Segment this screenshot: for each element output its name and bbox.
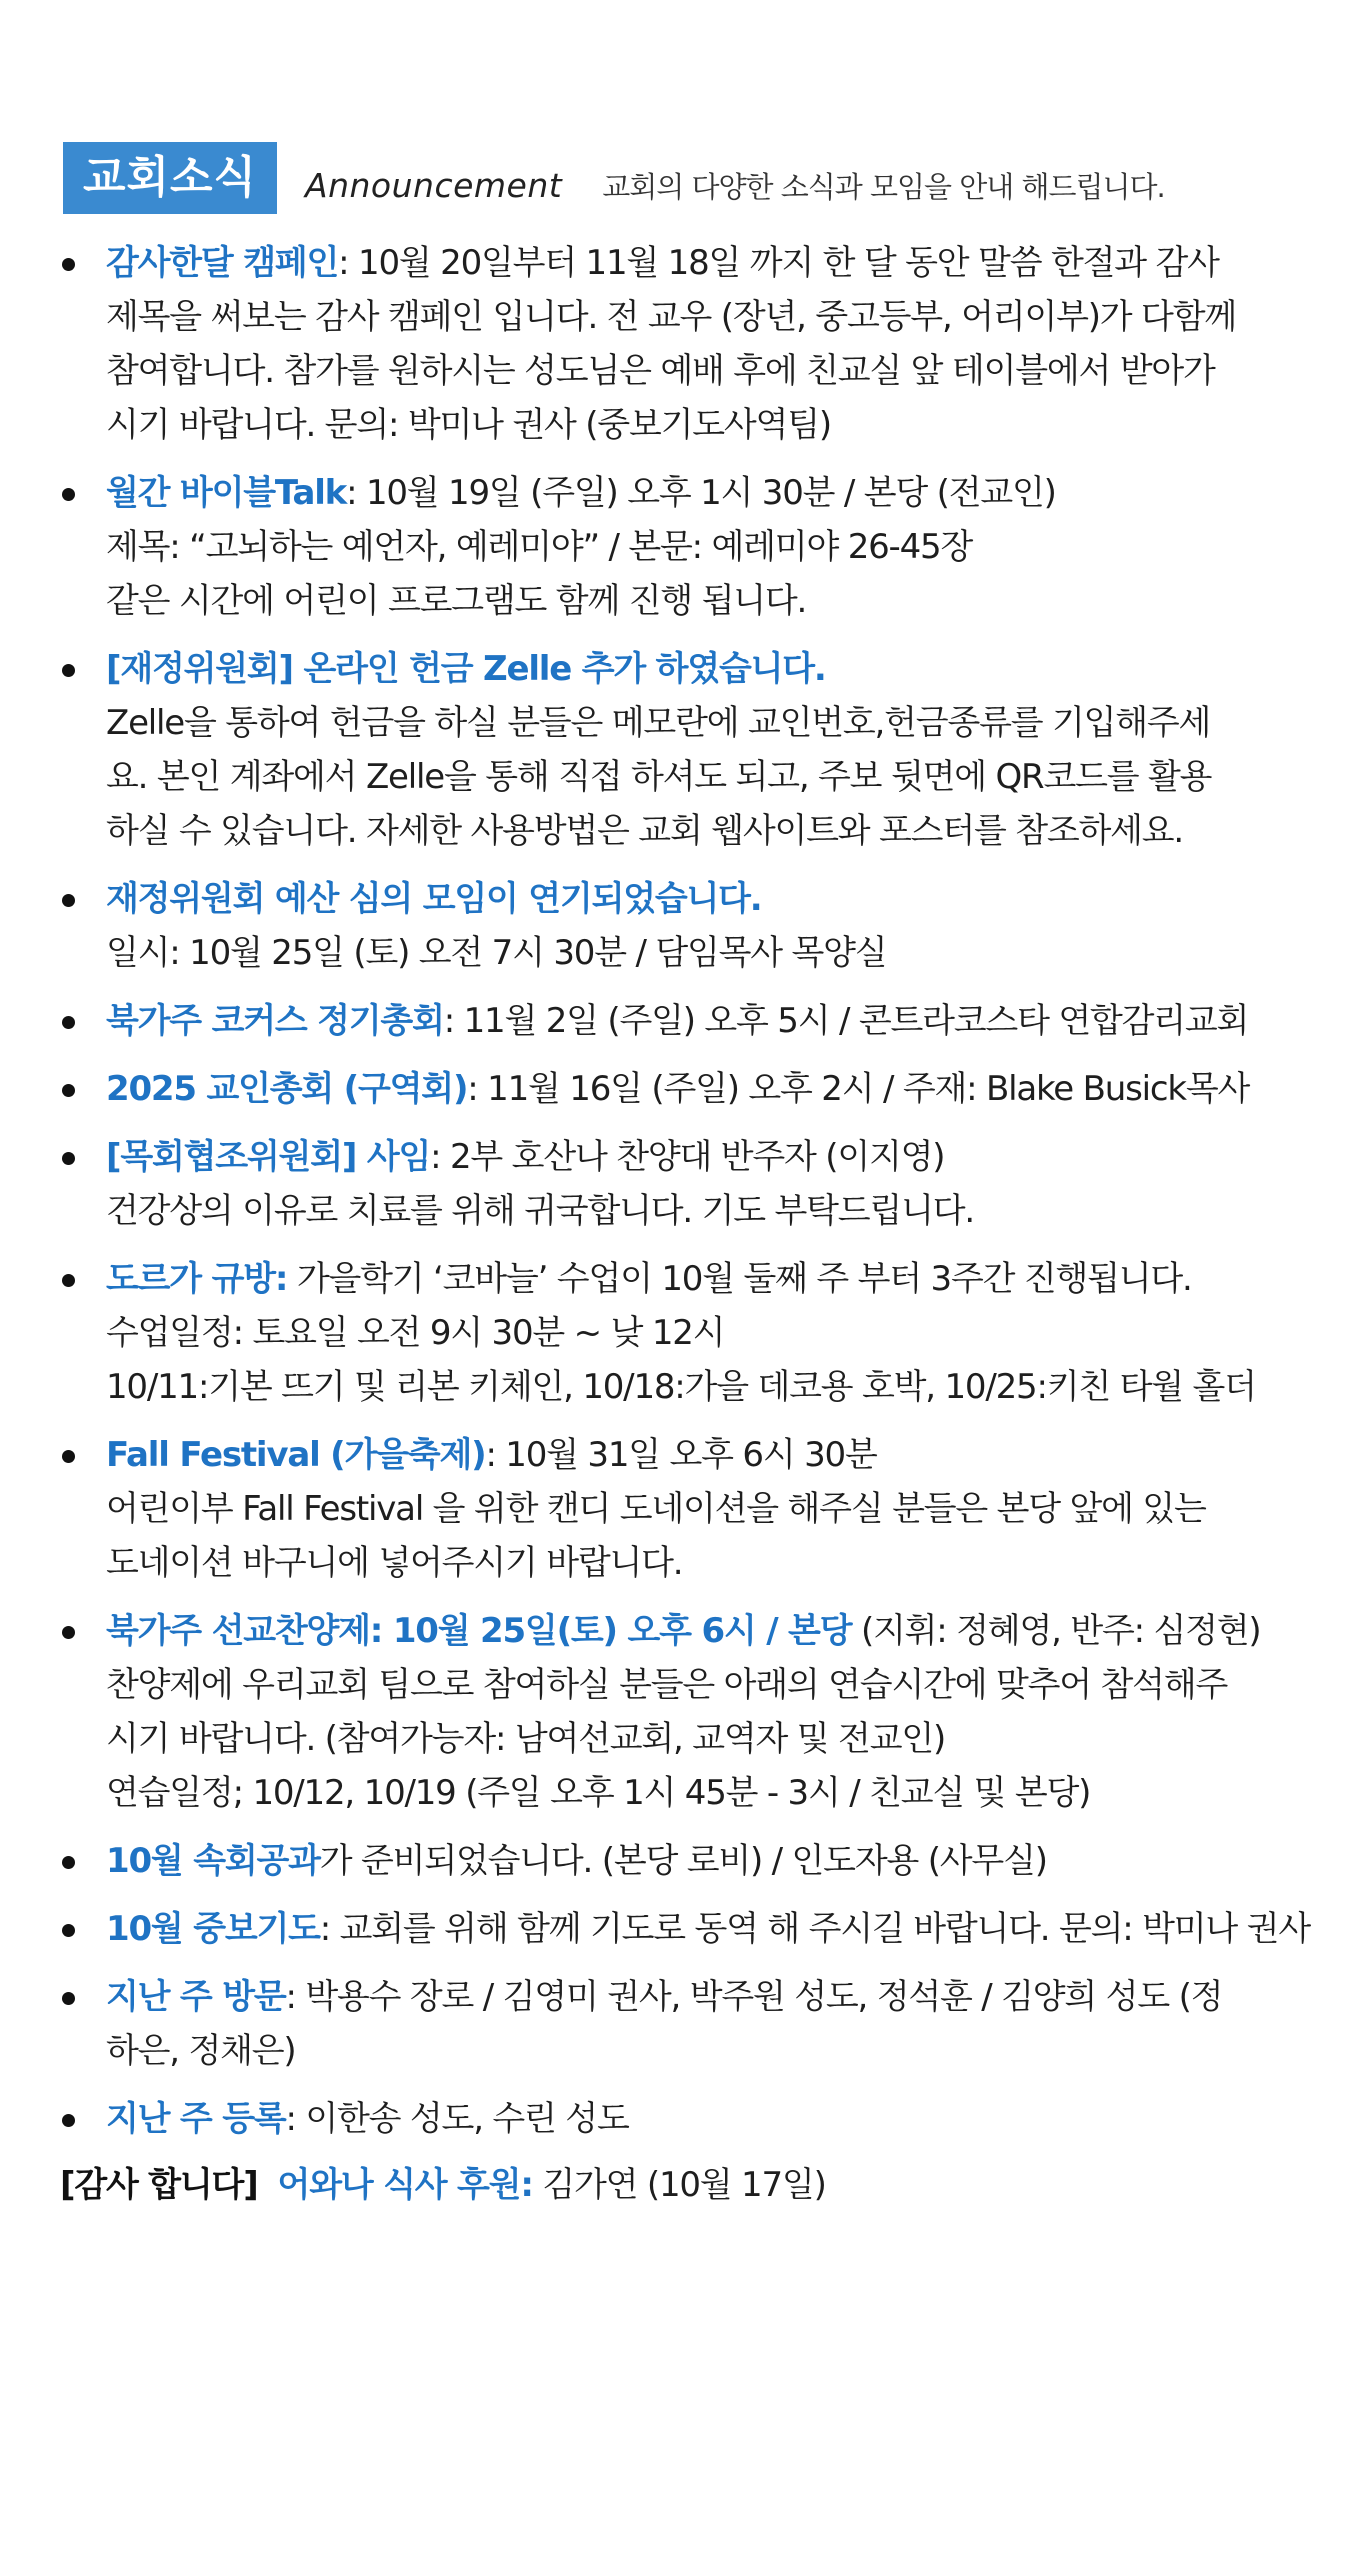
bullet-icon (62, 1016, 75, 1029)
item-text: : 10월 19일 (주일) 오후 1시 30분 / 본당 (전교인) (346, 473, 1056, 513)
item-text: : 10월 31일 오후 6시 30분 (485, 1435, 877, 1475)
item-line: 하실 수 있습니다. 자세한 사용방법은 교회 웹사이트와 포스터를 참조하세요. (106, 811, 1184, 851)
bullet-icon (62, 1450, 75, 1463)
bullet-icon (62, 664, 75, 677)
item-line: 도네이션 바구니에 넣어주시기 바랍니다. (106, 1543, 683, 1583)
bullet-icon (62, 258, 75, 271)
item-title: 도르가 규방: (106, 1259, 288, 1299)
item-title: 지난 주 방문 (106, 1977, 286, 2017)
item-line (106, 1062, 1310, 1116)
section-header (63, 142, 1165, 214)
item-line: 요. 본인 계좌에서 Zelle을 통해 직접 하셔도 되고, 주보 뒷면에 QR코드를 활용 (106, 757, 1212, 797)
thanks-value: 김가연 (10월 17일) (532, 2165, 826, 2205)
bullet-icon (62, 1992, 75, 2005)
item-title: 10월 속회공과 (106, 1841, 320, 1881)
item-text: : 11월 2일 (주일) 오후 5시 / 콘트라코스타 연합감리교회 (443, 1001, 1249, 1041)
announcement-list (0, 236, 1368, 2160)
bullet-icon (62, 2114, 75, 2127)
list-item (0, 236, 1368, 452)
item-line: 수업일정: 토요일 오전 9시 30분 ~ 낮 12시 (106, 1313, 725, 1353)
item-line: 제목: “고뇌하는 예언자, 예레미야” / 본문: 예레미야 26-45장 (106, 527, 973, 567)
section-subtitle-english: Announcement (305, 165, 563, 205)
item-text: : 2부 호산나 찬양대 반주자 (이지영) (430, 1137, 945, 1177)
item-title: [목회협조위원회] 사임 (106, 1137, 431, 1177)
section-subtitle-korean: 교회의 다양한 소식과 모임을 안내 해드립니다. (602, 169, 1165, 204)
item-title: Fall Festival (가을축제) (106, 1435, 486, 1475)
list-item (0, 466, 1368, 628)
item-title: 2025 교인총회 (구역회) (106, 1069, 468, 1109)
list-item (0, 2092, 1368, 2146)
item-title: 지난 주 등록 (106, 2099, 286, 2139)
list-item (0, 1428, 1368, 1590)
item-line: 참여합니다. 참가를 원하시는 성도님은 예배 후에 친교실 앞 테이블에서 받아가 (106, 351, 1215, 391)
thanks-label: 어와나 식사 후원: (277, 2165, 533, 2205)
item-text: : 박용수 장로 / 김영미 권사, 박주원 성도, 정석훈 / 김양희 성도 (정 (285, 1977, 1223, 2017)
item-text: (지휘: 정혜영, 반주: 심정현) (851, 1611, 1261, 1651)
list-item (0, 1062, 1368, 1116)
item-title: [재정위원회] 온라인 헌금 Zelle 추가 하였습니다. (106, 649, 826, 689)
item-line (106, 642, 1310, 696)
item-line: 시기 바랍니다. 문의: 박미나 권사 (중보기도사역팀) (106, 405, 831, 445)
list-item (0, 1252, 1368, 1414)
bullet-icon (62, 1084, 75, 1097)
item-title: 감사한달 캠페인 (106, 243, 339, 283)
list-item (0, 872, 1368, 980)
item-line: 연습일정; 10/12, 10/19 (주일 오후 1시 45분 - 3시 / 친교실 및 본당) (106, 1773, 1091, 1813)
list-item (0, 1834, 1368, 1888)
item-line: 어린이부 Fall Festival 을 위한 캔디 도네이션을 해주실 분들은 본당 앞에 있는 (106, 1489, 1206, 1529)
bullet-icon (62, 488, 75, 501)
list-item (0, 1902, 1368, 1956)
item-line: 10/11:기본 뜨기 및 리본 키체인, 10/18:가을 데코용 호박, 10/25:키친 타월 홀더 (106, 1367, 1256, 1407)
list-item (0, 1130, 1368, 1238)
list-item (0, 1970, 1368, 2078)
thanks-lead: [감사 합니다] (60, 2165, 258, 2205)
item-line: 제목을 써보는 감사 캠페인 입니다. 전 교우 (장년, 중고등부, 어리이부)가 다함께 (106, 297, 1236, 337)
item-line: 건강상의 이유로 치료를 위해 귀국합니다. 기도 부탁드립니다. (106, 1191, 974, 1231)
item-line (106, 1604, 1310, 1658)
item-line (106, 994, 1310, 1048)
item-text: : 이한송 성도, 수린 성도 (285, 2099, 629, 2139)
item-title: 북가주 코커스 정기총회 (106, 1001, 444, 1041)
item-line: 일시: 10월 25일 (토) 오전 7시 30분 / 담임목사 목양실 (106, 933, 887, 973)
bullet-icon (62, 894, 75, 907)
item-line: 찬양제에 우리교회 팀으로 참여하실 분들은 아래의 연습시간에 맞추어 참석해주 (106, 1665, 1228, 1705)
item-text: 가 준비되었습니다. (본당 로비) / 인도자용 (사무실) (319, 1841, 1047, 1881)
list-item (0, 642, 1368, 858)
thanks-note (60, 2158, 826, 2212)
bullet-icon (62, 1856, 75, 1869)
bullet-icon (62, 1626, 75, 1639)
item-line (106, 1902, 1310, 1956)
item-title: 북가주 선교찬양제: 10월 25일(토) 오후 6시 / 본당 (106, 1611, 852, 1651)
item-line (106, 466, 1310, 520)
item-title: 월간 바이블Talk (106, 473, 347, 513)
item-line (106, 2092, 1310, 2146)
item-text: : 11월 16일 (주일) 오후 2시 / 주재: Blake Busick목사 (467, 1069, 1250, 1109)
bullet-icon (62, 1924, 75, 1937)
item-text: : 10월 20일부터 11월 18일 까지 한 달 동안 말씀 한절과 감사 (338, 243, 1219, 283)
section-title: 교회소식 (63, 142, 277, 214)
item-line (106, 1970, 1310, 2024)
item-title: 10월 중보기도 (106, 1909, 320, 1949)
item-line (106, 236, 1310, 290)
list-item (0, 1604, 1368, 1820)
item-title: 재정위원회 예산 심의 모임이 연기되었습니다. (106, 879, 762, 919)
bullet-icon (62, 1152, 75, 1165)
item-line (106, 1252, 1310, 1306)
bullet-icon (62, 1274, 75, 1287)
item-line (106, 1834, 1310, 1888)
item-text: : 교회를 위해 함께 기도로 동역 해 주시길 바랍니다. 문의: 박미나 권사 (319, 1909, 1310, 1949)
item-line: 하은, 정채은) (106, 2031, 296, 2071)
item-line (106, 1428, 1310, 1482)
item-text: 가을학기 ‘코바늘’ 수업이 10월 둘째 주 부터 3주간 진행됩니다. (287, 1259, 1192, 1299)
item-line: Zelle을 통하여 헌금을 하실 분들은 메모란에 교인번호,헌금종류를 기입해주세 (106, 703, 1211, 743)
item-line: 같은 시간에 어린이 프로그램도 함께 진행 됩니다. (106, 581, 807, 621)
item-line (106, 872, 1310, 926)
item-line (106, 1130, 1310, 1184)
list-item (0, 994, 1368, 1048)
item-line: 시기 바랍니다. (참여가능자: 남여선교회, 교역자 및 전교인) (106, 1719, 946, 1759)
